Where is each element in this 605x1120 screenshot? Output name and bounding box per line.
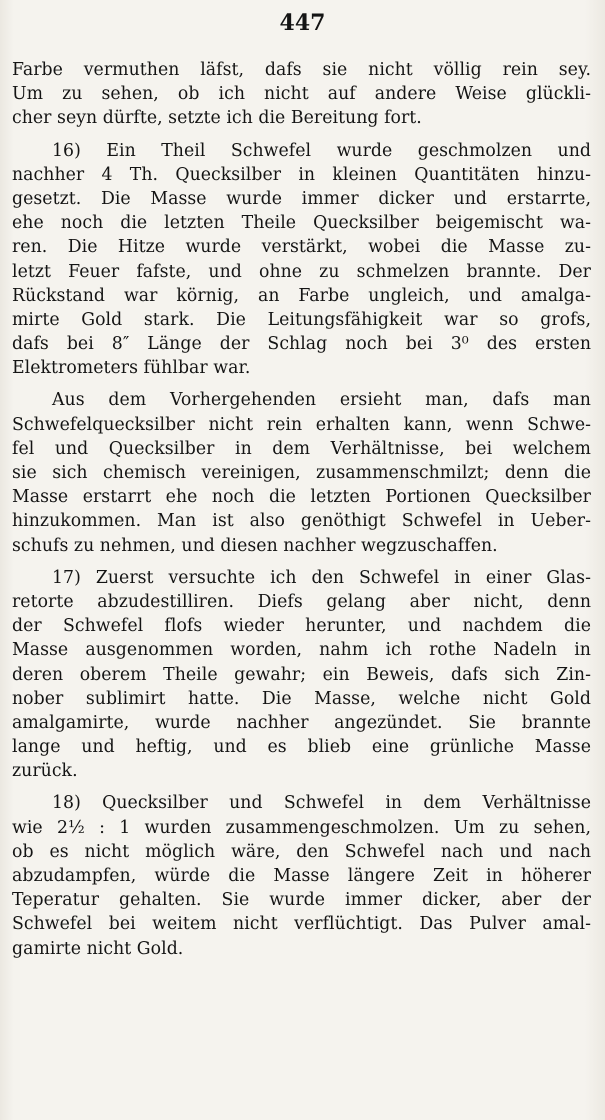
paragraph-aus-dem: [12, 388, 605, 557]
text-line: nober sublimirt hatte. Die Masse, welche nicht Gold: [12, 688, 591, 709]
text-line: deren oberem Theile gewahr; ein Beweis, dafs sich Zin-: [12, 664, 591, 685]
text-line: abzudampfen, würde die Masse längere Zeit in höherer: [12, 866, 591, 886]
paragraph-18: [12, 791, 605, 960]
text-line: letzt Feuer fafste, und ohne zu schmelzen brannte. Der: [12, 261, 591, 282]
text-line: nachher 4 Th. Quecksilber in kleinen Quantitäten hinzu-: [12, 164, 591, 185]
text-line: Farbe vermuthen läfst, dafs sie nicht völlig rein sey.: [12, 60, 591, 80]
text-line: Aus dem Vorhergehenden ersieht man, dafs man: [52, 390, 591, 411]
text-line: cher seyn dürfte, setzte ich die Bereitung fort.: [12, 108, 422, 129]
text-line: wie 2½ : 1 wurden zusammengeschmolzen. Um zu sehen,: [12, 817, 591, 838]
page-number: 447: [279, 10, 326, 36]
text-line: zurück.: [12, 761, 78, 782]
text-line: Elektrometers fühlbar war.: [12, 358, 251, 379]
text-line: ob es nicht möglich wäre, den Schwefel nach und nach: [12, 841, 591, 862]
text-line: hinzukommen. Man ist also genöthigt Schwefel in Ueber-: [12, 511, 591, 532]
text-line: ren. Die Hitze wurde verstärkt, wobei die Masse zu-: [12, 237, 591, 258]
text-line: Masse ausgenommen worden, nahm ich rothe Nadeln in: [12, 640, 591, 661]
text-line: Masse erstarrt ehe noch die letzten Portionen Quecksilber: [12, 487, 591, 508]
body-text: [12, 58, 605, 961]
text-line: ehe noch die letzten Theile Quecksilber beigemischt wa-: [12, 213, 591, 234]
text-line: mirte Gold stark. Die Leitungsfähigkeit war so grofs,: [12, 309, 591, 330]
text-line: Schwefelquecksilber nicht rein erhalten kann, wenn Schwe-: [12, 414, 591, 435]
text-line: der Schwefel flofs wieder herunter, und nachdem die: [12, 616, 591, 637]
paragraph-16: [12, 139, 605, 381]
text-line: fel und Quecksilber in dem Verhältnisse, bei welchem: [12, 438, 591, 459]
text-line: 16) Ein Theil Schwefel wurde geschmolzen und: [52, 140, 591, 161]
text-line: gesetzt. Die Masse wurde immer dicker und erstarrte,: [12, 188, 591, 209]
text-line: dafs bei 8″ Länge der Schlag noch bei 3⁰ des ersten: [12, 334, 591, 355]
text-line: amalgamirte, wurde nachher angezündet. Sie brannte: [12, 712, 591, 733]
paragraph-17: [12, 566, 605, 784]
text-line: Um zu sehen, ob ich nicht auf andere Weise glückli-: [12, 84, 591, 105]
text-line: schufs zu nehmen, und diesen nachher wegzuschaffen.: [12, 535, 498, 556]
text-line: retorte abzudestilliren. Diefs gelang aber nicht, denn: [12, 591, 591, 612]
text-line: Teperatur gehalten. Sie wurde immer dicker, aber der: [12, 890, 591, 911]
text-line: lange und heftig, und es blieb eine grünliche Masse: [12, 737, 591, 758]
text-line: 17) Zuerst versuchte ich den Schwefel in einer Glas-: [52, 567, 591, 588]
paragraph-1: [12, 58, 605, 131]
text-line: sie sich chemisch vereinigen, zusammenschmilzt; denn die: [12, 463, 591, 483]
text-line: gamirte nicht Gold.: [12, 938, 184, 959]
text-line: Schwefel bei weitem nicht verflüchtigt. Das Pulver amal-: [12, 914, 591, 935]
text-line: 18) Quecksilber und Schwefel in dem Verhältnisse: [52, 793, 591, 814]
text-line: Rückstand war körnig, an Farbe ungleich, und amalga-: [12, 285, 591, 306]
